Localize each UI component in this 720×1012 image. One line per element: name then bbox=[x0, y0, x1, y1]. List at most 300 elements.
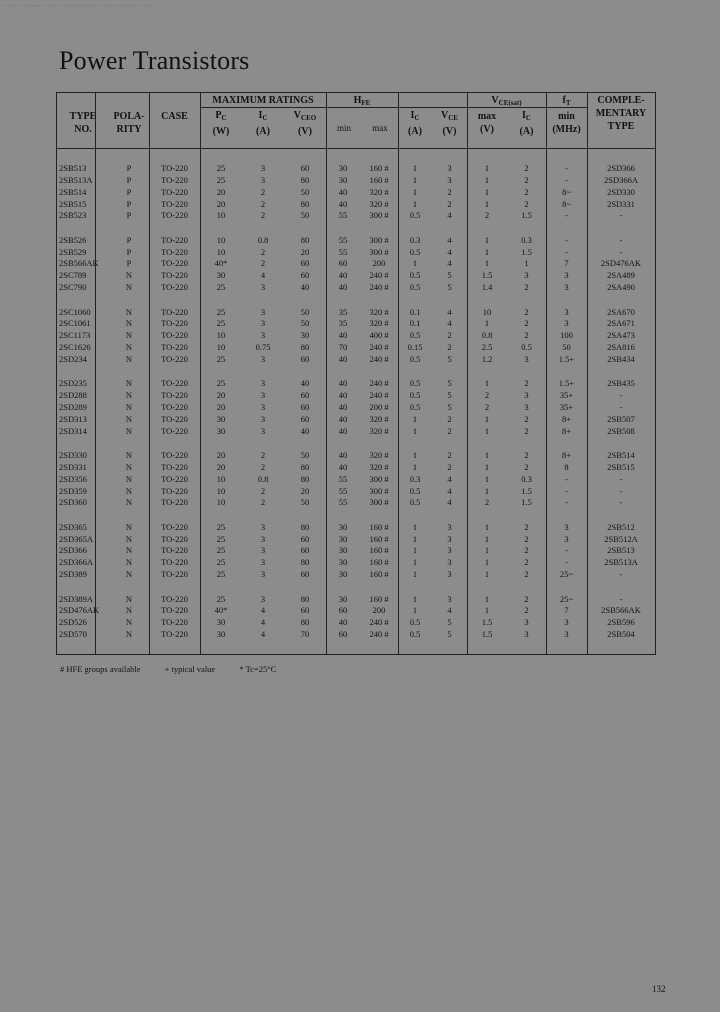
cell-hfe-max: 200 bbox=[372, 605, 386, 616]
cell-vceo: 80 bbox=[300, 342, 310, 352]
table-row bbox=[57, 269, 655, 281]
cell-polarity: N bbox=[125, 473, 133, 484]
cell-pc: 20 bbox=[216, 186, 226, 197]
cell-vcesat-max: 1 bbox=[484, 593, 490, 604]
cell-ic: 3 bbox=[260, 557, 266, 568]
header-type: TYPE NO. bbox=[69, 111, 97, 135]
cell-ic: 2 bbox=[260, 497, 266, 508]
cell-vceo: 20 bbox=[300, 246, 310, 257]
cell-hfe-vce: 4 bbox=[447, 497, 452, 508]
cell-hfe-ic: 0.5 bbox=[409, 353, 421, 364]
cell-polarity: P bbox=[126, 210, 132, 221]
cell-complementary: 2SB507 bbox=[607, 413, 635, 424]
cell-hfe-ic: 0.1 bbox=[409, 306, 421, 317]
cell-ft: 3 bbox=[564, 306, 569, 317]
cell-hfe-max: 160 # bbox=[369, 593, 389, 604]
cell-vcesat-max: 1 bbox=[484, 425, 490, 436]
cell-ft: - bbox=[565, 545, 568, 556]
cell-vcesat-max: 1 bbox=[484, 557, 490, 568]
table-row bbox=[57, 234, 655, 246]
cell-ft: 3 bbox=[564, 282, 569, 293]
cell-vcesat-max: 1 bbox=[484, 174, 490, 185]
cell-pc: 25 bbox=[216, 163, 226, 173]
cell-type: 2SD330 bbox=[59, 450, 87, 460]
cell-vcesat-ic: 2 bbox=[524, 521, 529, 532]
cell-hfe-min: 40 bbox=[338, 450, 348, 460]
cell-hfe-ic: 1 bbox=[412, 163, 418, 173]
cell-pc: 10 bbox=[216, 210, 226, 221]
cell-vcesat-ic: 2 bbox=[524, 413, 529, 424]
cell-polarity: P bbox=[126, 258, 132, 269]
cell-vcesat-ic: 2 bbox=[524, 557, 529, 568]
cell-ic: 4 bbox=[260, 270, 266, 281]
cell-ic: 3 bbox=[260, 425, 266, 436]
cell-case: TO-220 bbox=[161, 461, 188, 472]
header-vceo: $V_{CEO}$ (V) bbox=[293, 110, 317, 137]
cell-complementary: 2SB512A bbox=[604, 533, 638, 544]
cell-hfe-max: 320 # bbox=[369, 198, 389, 209]
cell-type: 2SB515 bbox=[59, 198, 87, 209]
cell-pc: 25 bbox=[216, 174, 226, 185]
cell-pc: 10 bbox=[216, 473, 226, 484]
cell-type: 2SD526 bbox=[59, 617, 87, 628]
cell-hfe-ic: 0.3 bbox=[409, 234, 421, 245]
cell-type: 2SD365A bbox=[59, 533, 94, 544]
cell-vcesat-ic: 3 bbox=[524, 401, 529, 412]
cell-pc: 30 bbox=[216, 629, 226, 639]
cell-hfe-max: 320 # bbox=[369, 450, 389, 460]
cell-vcesat-max: 2 bbox=[484, 390, 490, 401]
cell-vcesat-ic: 2 bbox=[524, 569, 529, 580]
cell-hfe-min: 70 bbox=[338, 342, 348, 352]
cell-case: TO-220 bbox=[161, 198, 188, 209]
cell-vcesat-ic: 2 bbox=[524, 198, 529, 209]
cell-hfe-vce: 3 bbox=[447, 174, 452, 185]
cell-complementary: 2SB512 bbox=[607, 521, 635, 532]
cell-hfe-vce: 2 bbox=[447, 461, 452, 472]
cell-case: TO-220 bbox=[161, 258, 188, 269]
cell-vcesat-max: 1.4 bbox=[481, 282, 493, 293]
cell-ic: 3 bbox=[260, 533, 266, 544]
cell-hfe-min: 40 bbox=[338, 270, 348, 281]
table-row bbox=[57, 341, 655, 353]
cell-hfe-vce: 4 bbox=[447, 210, 452, 221]
cell-vcesat-max: 2.5 bbox=[481, 342, 493, 352]
cell-hfe-max: 300 # bbox=[369, 246, 389, 257]
cell-hfe-max: 400 # bbox=[369, 330, 389, 341]
cell-vcesat-max: 1 bbox=[484, 234, 490, 245]
cell-complementary: 2SB508 bbox=[607, 425, 635, 436]
cell-vceo: 20 bbox=[300, 485, 310, 496]
cell-vcesat-ic: 2 bbox=[524, 174, 529, 185]
cell-hfe-ic: 1 bbox=[412, 186, 418, 197]
cell-vcesat-max: 1 bbox=[484, 545, 490, 556]
cell-complementary: - bbox=[619, 401, 623, 412]
cell-ft: 3 bbox=[564, 617, 569, 628]
cell-hfe-min: 40 bbox=[338, 617, 348, 628]
cell-ft: - bbox=[565, 246, 568, 257]
cell-case: TO-220 bbox=[161, 521, 188, 532]
cell-hfe-max: 320 # bbox=[369, 186, 389, 197]
cell-pc: 25 bbox=[216, 306, 226, 317]
cell-ic: 0.8 bbox=[257, 473, 269, 484]
cell-hfe-ic: 1 bbox=[412, 461, 418, 472]
cell-type: 2SB523 bbox=[59, 210, 87, 221]
table-row bbox=[57, 317, 655, 329]
cell-case: TO-220 bbox=[161, 174, 188, 185]
cell-hfe-max: 240 # bbox=[369, 282, 389, 293]
table-row bbox=[57, 329, 655, 341]
cell-hfe-ic: 0.5 bbox=[409, 330, 421, 341]
cell-vcesat-ic: 0.3 bbox=[521, 473, 532, 484]
page-number: 132 bbox=[652, 984, 666, 994]
cell-type: 2SD360 bbox=[59, 497, 87, 508]
cell-complementary: 2SB514 bbox=[607, 450, 635, 460]
cell-hfe-min: 40 bbox=[338, 390, 348, 401]
cell-vcesat-max: 1 bbox=[484, 461, 490, 472]
cell-polarity: P bbox=[126, 186, 132, 197]
cell-vceo: 80 bbox=[300, 593, 310, 604]
cell-ft: - bbox=[565, 557, 568, 568]
cell-polarity: N bbox=[125, 330, 133, 341]
cell-hfe-min: 30 bbox=[338, 557, 348, 568]
transistor-table bbox=[56, 92, 656, 655]
cell-complementary: - bbox=[619, 497, 623, 508]
table-row bbox=[57, 593, 655, 605]
cell-type: 2SD389A bbox=[59, 593, 94, 604]
cell-case: TO-220 bbox=[161, 163, 188, 173]
cell-hfe-vce: 3 bbox=[447, 569, 452, 580]
cell-hfe-vce: 2 bbox=[447, 330, 452, 341]
cell-hfe-max: 240 # bbox=[369, 353, 389, 364]
cell-hfe-max: 300 # bbox=[369, 210, 389, 221]
table-row bbox=[57, 353, 655, 365]
cell-hfe-min: 55 bbox=[338, 497, 348, 508]
cell-vcesat-ic: 3 bbox=[524, 353, 529, 364]
cell-hfe-vce: 5 bbox=[447, 353, 452, 364]
cell-hfe-max: 320 # bbox=[369, 306, 389, 317]
cell-pc: 25 bbox=[216, 545, 226, 556]
cell-polarity: N bbox=[125, 485, 133, 496]
cell-vceo: 70 bbox=[300, 629, 310, 639]
cell-case: TO-220 bbox=[161, 617, 188, 628]
cell-hfe-min: 55 bbox=[338, 246, 348, 257]
cell-vceo: 50 bbox=[300, 497, 310, 508]
cell-ic: 3 bbox=[260, 593, 266, 604]
cell-hfe-ic: 0.5 bbox=[409, 246, 421, 257]
header-vcesat: $V_{CE(sat)}$ bbox=[491, 95, 522, 107]
cell-type: 2SC1061 bbox=[59, 318, 91, 329]
cell-hfe-max: 320 # bbox=[369, 318, 389, 329]
cell-vcesat-max: 1 bbox=[484, 605, 490, 616]
cell-hfe-min: 30 bbox=[338, 569, 348, 580]
cell-hfe-ic: 0.3 bbox=[409, 473, 421, 484]
cell-hfe-ic: 0.5 bbox=[409, 270, 421, 281]
cell-vcesat-max: 1 bbox=[484, 485, 490, 496]
cell-vceo: 50 bbox=[300, 450, 310, 460]
cell-hfe-max: 300 # bbox=[369, 485, 389, 496]
cell-case: TO-220 bbox=[161, 246, 188, 257]
cell-hfe-vce: 5 bbox=[447, 629, 452, 639]
cell-ft: 3 bbox=[564, 533, 569, 544]
footnote-typical: + typical value bbox=[164, 664, 216, 674]
header-vcesat-ic: $I_C$ (A) bbox=[519, 110, 534, 137]
cell-hfe-vce: 4 bbox=[447, 485, 452, 496]
cell-vcesat-max: 2 bbox=[484, 497, 490, 508]
footnote-tc: * Tc=25°C bbox=[239, 664, 277, 674]
cell-ft: 7 bbox=[564, 605, 569, 616]
cell-vcesat-ic: 0.3 bbox=[521, 234, 532, 245]
cell-complementary: - bbox=[619, 390, 623, 401]
cell-vcesat-ic: 2 bbox=[524, 378, 529, 389]
cell-hfe-vce: 2 bbox=[447, 425, 452, 436]
cell-vcesat-ic: 2 bbox=[524, 186, 529, 197]
cell-polarity: N bbox=[125, 461, 133, 472]
cell-ic: 2 bbox=[260, 485, 266, 496]
cell-hfe-ic: 0.5 bbox=[409, 401, 421, 412]
cell-polarity: N bbox=[125, 629, 133, 639]
table-row bbox=[57, 533, 655, 545]
cell-complementary: - bbox=[619, 234, 623, 245]
table-row bbox=[57, 425, 655, 437]
cell-case: TO-220 bbox=[161, 533, 188, 544]
cell-hfe-vce: 2 bbox=[447, 198, 452, 209]
cell-pc: 30 bbox=[216, 617, 226, 628]
footnotes bbox=[60, 664, 298, 674]
cell-hfe-ic: 1 bbox=[412, 425, 418, 436]
cell-polarity: N bbox=[125, 533, 133, 544]
cell-vcesat-max: 1 bbox=[484, 318, 490, 329]
cell-hfe-vce: 4 bbox=[447, 473, 452, 484]
cell-vcesat-max: 1 bbox=[484, 413, 490, 424]
cell-ft: 3 bbox=[564, 270, 569, 281]
cell-vcesat-ic: 0.5 bbox=[521, 342, 532, 352]
cell-type: 2SD476AK bbox=[59, 605, 100, 616]
cell-polarity: N bbox=[125, 390, 133, 401]
cell-vcesat-max: 1 bbox=[484, 569, 490, 580]
cell-vcesat-max: 1 bbox=[484, 473, 490, 484]
cell-pc: 30 bbox=[216, 425, 226, 436]
cell-hfe-max: 240 # bbox=[369, 629, 389, 639]
cell-complementary: 2SB504 bbox=[607, 629, 635, 639]
cell-ic: 3 bbox=[260, 306, 266, 317]
cell-pc: 25 bbox=[216, 318, 226, 329]
cell-polarity: P bbox=[126, 234, 132, 245]
cell-hfe-vce: 5 bbox=[447, 401, 452, 412]
cell-ft: 8+ bbox=[561, 425, 572, 436]
cell-case: TO-220 bbox=[161, 557, 188, 568]
cell-vcesat-max: 1 bbox=[484, 521, 490, 532]
cell-polarity: P bbox=[126, 198, 132, 209]
table-row bbox=[57, 186, 655, 198]
cell-hfe-max: 240 # bbox=[369, 378, 389, 389]
cell-hfe-max: 200 bbox=[372, 258, 386, 269]
cell-ft: - bbox=[565, 485, 568, 496]
cell-vcesat-ic: 2 bbox=[524, 282, 529, 293]
cell-polarity: N bbox=[125, 378, 133, 389]
cell-case: TO-220 bbox=[161, 353, 188, 364]
cell-complementary: 2SA489 bbox=[607, 270, 635, 281]
cell-hfe-max: 320 # bbox=[369, 461, 389, 472]
cell-complementary: - bbox=[619, 485, 623, 496]
cell-hfe-max: 300 # bbox=[369, 497, 389, 508]
cell-case: TO-220 bbox=[161, 629, 188, 639]
cell-hfe-min: 60 bbox=[338, 629, 348, 639]
cell-hfe-min: 35 bbox=[338, 306, 348, 317]
cell-vcesat-ic: 1.5 bbox=[521, 246, 532, 257]
cell-hfe-max: 300 # bbox=[369, 473, 389, 484]
cell-vceo: 60 bbox=[300, 605, 310, 616]
cell-ic: 3 bbox=[260, 390, 266, 401]
cell-ft: - bbox=[565, 473, 568, 484]
cell-ic: 2 bbox=[260, 246, 266, 257]
cell-ft: 1.5+ bbox=[558, 353, 575, 364]
cell-hfe-max: 320 # bbox=[369, 413, 389, 424]
table-row bbox=[57, 401, 655, 413]
cell-hfe-ic: 1 bbox=[412, 174, 418, 185]
cell-case: TO-220 bbox=[161, 425, 188, 436]
cell-vcesat-ic: 2 bbox=[524, 330, 529, 341]
cell-pc: 10 bbox=[216, 485, 226, 496]
cell-hfe-min: 30 bbox=[338, 521, 348, 532]
cell-polarity: N bbox=[125, 425, 133, 436]
cell-hfe-min: 40 bbox=[338, 186, 348, 197]
cell-hfe-min: 30 bbox=[338, 174, 348, 185]
cell-ft: 25~ bbox=[559, 569, 574, 580]
cell-hfe-vce: 2 bbox=[447, 450, 452, 460]
table-row bbox=[57, 377, 655, 389]
cell-hfe-min: 40 bbox=[338, 378, 348, 389]
cell-hfe-max: 320 # bbox=[369, 425, 389, 436]
cell-ic: 3 bbox=[260, 174, 266, 185]
cell-vceo: 80 bbox=[300, 617, 310, 628]
cell-ft: 25~ bbox=[559, 593, 574, 604]
cell-vceo: 60 bbox=[300, 413, 310, 424]
cell-hfe-max: 200 # bbox=[369, 401, 389, 412]
table-row bbox=[57, 616, 655, 628]
cell-type: 2SB514 bbox=[59, 186, 87, 197]
cell-vcesat-max: 1 bbox=[484, 246, 490, 257]
cell-ft: - bbox=[565, 497, 568, 508]
cell-type: 2SD288 bbox=[59, 390, 87, 401]
cell-ic: 3 bbox=[260, 318, 266, 329]
cell-hfe-max: 240 # bbox=[369, 617, 389, 628]
cell-ic: 0.75 bbox=[255, 342, 271, 352]
cell-ft: 35+ bbox=[559, 401, 574, 412]
cell-hfe-vce: 4 bbox=[447, 318, 452, 329]
cell-complementary: 2SB513A bbox=[604, 557, 638, 568]
cell-hfe-vce: 2 bbox=[447, 186, 452, 197]
cell-ic: 2 bbox=[260, 258, 266, 269]
cell-hfe-ic: 1 bbox=[412, 545, 418, 556]
cell-vcesat-ic: 1 bbox=[524, 258, 529, 269]
cell-case: TO-220 bbox=[161, 234, 188, 245]
cell-type: 2SD314 bbox=[59, 425, 87, 436]
header-polarity: POLA- RITY bbox=[113, 111, 145, 135]
header-complementary: COMPLE- MENTARY TYPE bbox=[595, 95, 647, 132]
cell-vcesat-ic: 1.5 bbox=[521, 485, 532, 496]
cell-complementary: 2SD331 bbox=[607, 198, 635, 209]
cell-complementary: 2SB434 bbox=[607, 353, 635, 364]
cell-pc: 10 bbox=[216, 246, 226, 257]
cell-hfe-min: 40 bbox=[338, 413, 348, 424]
cell-case: TO-220 bbox=[161, 390, 188, 401]
cell-hfe-max: 160 # bbox=[369, 533, 389, 544]
cell-hfe-ic: 0.5 bbox=[409, 485, 421, 496]
cell-hfe-vce: 5 bbox=[447, 378, 452, 389]
cell-polarity: N bbox=[125, 593, 133, 604]
cell-ft: 3 bbox=[564, 521, 569, 532]
cell-pc: 25 bbox=[216, 353, 226, 364]
cell-pc: 30 bbox=[216, 413, 226, 424]
cell-complementary: 2SD476AK bbox=[600, 258, 642, 269]
header-ic: $I_C$ (A) bbox=[256, 110, 270, 137]
cell-vcesat-max: 1 bbox=[484, 450, 490, 460]
cell-hfe-vce: 3 bbox=[447, 557, 452, 568]
cell-hfe-vce: 4 bbox=[447, 258, 452, 269]
cell-ft: 50 bbox=[562, 342, 571, 352]
cell-ft: 100 bbox=[560, 330, 573, 341]
cell-type: 2SC790 bbox=[59, 282, 87, 293]
cell-vceo: 60 bbox=[300, 270, 310, 281]
cell-type: 2SD313 bbox=[59, 413, 87, 424]
cell-vcesat-max: 1 bbox=[484, 163, 490, 173]
cell-ft: - bbox=[565, 234, 568, 245]
cell-vcesat-max: 1 bbox=[484, 533, 490, 544]
cell-case: TO-220 bbox=[161, 378, 188, 389]
cell-vcesat-max: 0.8 bbox=[481, 330, 493, 341]
cell-polarity: N bbox=[125, 413, 133, 424]
cell-vcesat-ic: 2 bbox=[524, 306, 529, 317]
cell-hfe-vce: 5 bbox=[447, 617, 452, 628]
cell-case: TO-220 bbox=[161, 605, 188, 616]
cell-pc: 10 bbox=[216, 497, 226, 508]
cell-hfe-max: 160 # bbox=[369, 569, 389, 580]
cell-vceo: 80 bbox=[300, 557, 310, 568]
cell-ic: 3 bbox=[260, 163, 266, 173]
cell-hfe-vce: 4 bbox=[447, 246, 452, 257]
cell-ft: 8~ bbox=[562, 198, 571, 209]
cell-vceo: 80 bbox=[300, 198, 310, 209]
table-row bbox=[57, 628, 655, 640]
header-hfe: $H_{FE}$ bbox=[353, 95, 371, 107]
cell-hfe-min: 40 bbox=[338, 330, 348, 341]
header-hfe-vce: $V_{CE}$ (V) bbox=[441, 110, 458, 137]
cell-vcesat-max: 1.5 bbox=[481, 270, 493, 281]
cell-pc: 25 bbox=[216, 282, 226, 293]
cell-hfe-min: 30 bbox=[338, 593, 348, 604]
cell-pc: 20 bbox=[216, 401, 226, 412]
cell-complementary: 2SA473 bbox=[607, 330, 635, 341]
cell-hfe-ic: 0.5 bbox=[409, 210, 421, 221]
cell-type: 2SC1060 bbox=[59, 306, 91, 317]
cell-case: TO-220 bbox=[161, 485, 188, 496]
cell-vcesat-ic: 2 bbox=[524, 545, 529, 556]
cell-vcesat-ic: 2 bbox=[524, 318, 529, 329]
cell-hfe-max: 240 # bbox=[369, 390, 389, 401]
header-hfe-ic: $I_C$ (A) bbox=[408, 110, 422, 137]
cell-case: TO-220 bbox=[161, 186, 188, 197]
cell-polarity: N bbox=[125, 318, 133, 329]
cell-hfe-vce: 5 bbox=[447, 390, 452, 401]
cell-type: 2SC1626 bbox=[59, 342, 91, 352]
page-title: Power Transistors bbox=[59, 46, 250, 75]
cell-vcesat-ic: 3 bbox=[524, 629, 529, 639]
cell-pc: 20 bbox=[216, 461, 226, 472]
cell-vceo: 80 bbox=[300, 521, 310, 532]
cell-hfe-min: 40 bbox=[338, 353, 348, 364]
footnote-hfe: # HFE groups available bbox=[60, 664, 141, 674]
